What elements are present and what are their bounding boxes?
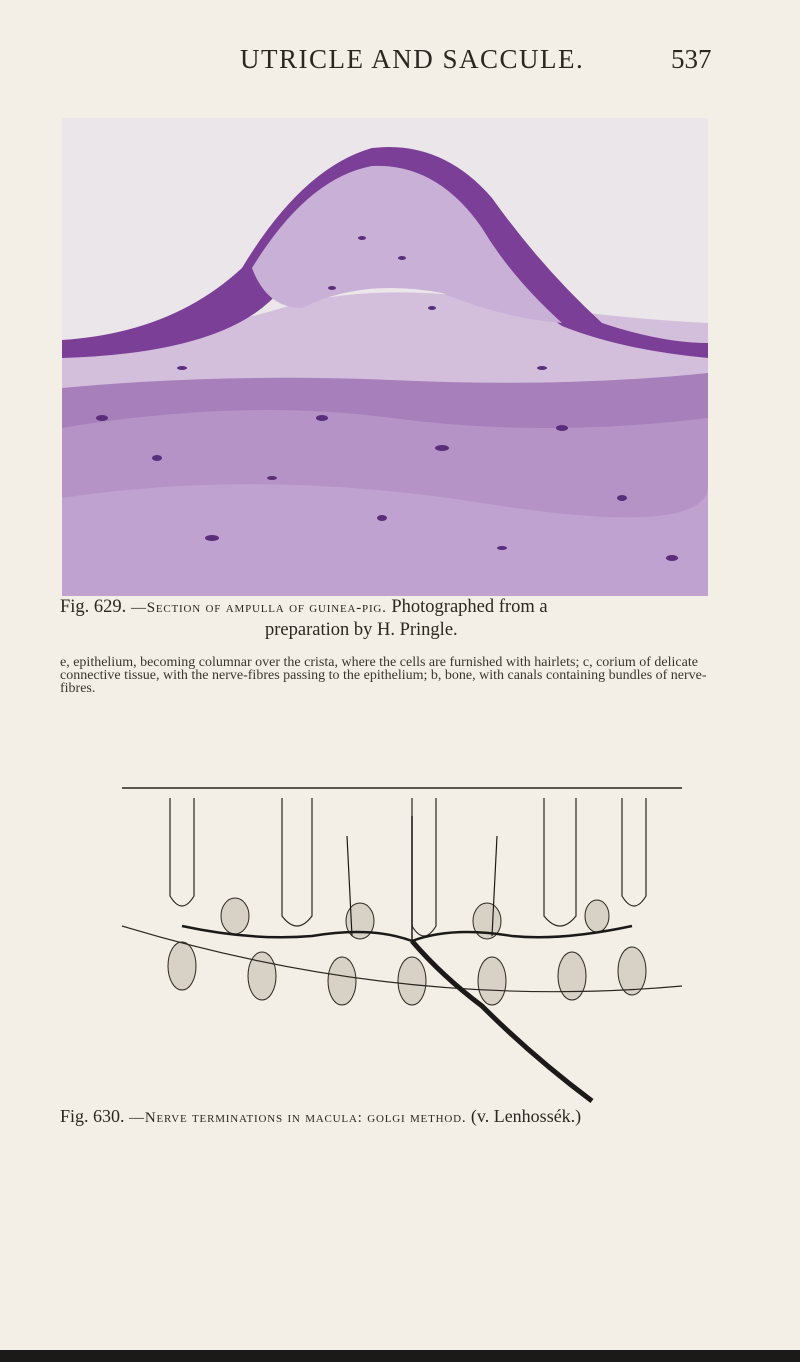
- figure-629-credit-line1: Photographed from a: [391, 597, 548, 617]
- nerve-terminations-drawing: [112, 776, 692, 1106]
- running-title: UTRICLE AND SACCULE.: [240, 44, 585, 74]
- ampulla-section-photograph: [62, 118, 708, 596]
- page-number: 537: [671, 44, 712, 74]
- figure-629-caption: [60, 596, 720, 641]
- running-head: [0, 44, 800, 84]
- figure-629-title: —Section of ampulla of guinea-pig.: [130, 600, 387, 616]
- figure-629-label: Fig. 629.: [60, 597, 127, 617]
- figure-630-credit: (v. Lenhossék.): [470, 1106, 582, 1126]
- figure-630-label: Fig. 630.: [60, 1106, 125, 1126]
- figure-629-legend: e, epithelium, becoming columnar over the crista, where the cells are furnished with hairlets; c, corium of delicate connective tissue, with the nerve-fibres passing to the epithelium; b, bone, with canals containing bundles of nerve-fibres.: [60, 655, 707, 696]
- figure-629-credit-line2: preparation by H. Pringle.: [265, 620, 458, 640]
- page-edge-bar: [0, 1350, 800, 1362]
- figure-630-caption: [60, 1106, 760, 1127]
- figure-630-title: —Nerve terminations in macula: golgi method.: [129, 1110, 467, 1126]
